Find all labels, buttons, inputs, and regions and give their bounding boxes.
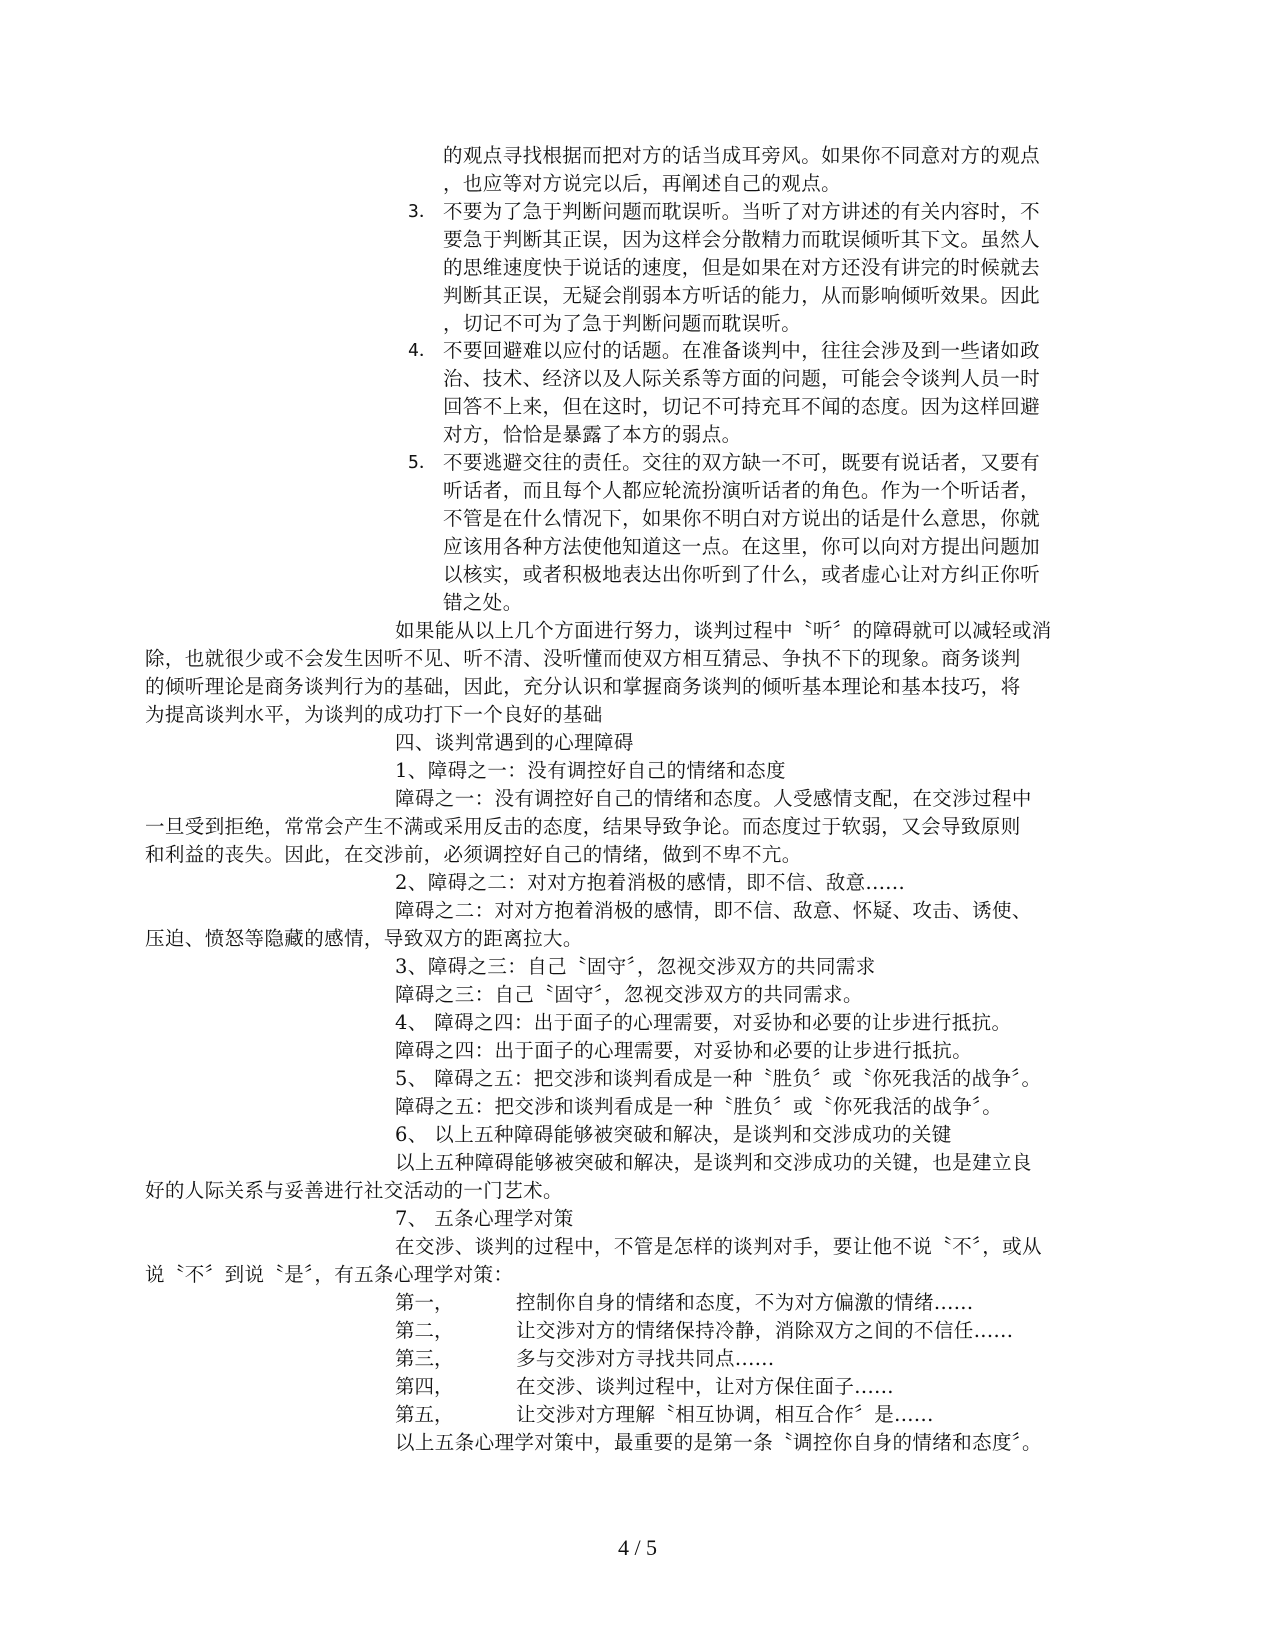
strategy-text: 让交涉对方的情绪保持冷静，消除双方之间的不信任...... <box>516 1319 1014 1342</box>
paragraph-line: 在交涉、谈判的过程中，不管是怎样的谈判对手，要让他不说〝不〞，或从 <box>395 1235 1042 1258</box>
paragraph-line: 好的人际关系与妥善进行社交活动的一门艺术。 <box>145 1179 563 1202</box>
list-item-number: 3． <box>408 201 437 222</box>
strategy-ordinal: 第四， <box>395 1375 454 1398</box>
list-item-line: 不要逃避交往的责任。交往的双方缺一不可，既要有说话者，又要有 <box>443 451 1041 474</box>
paragraph-line: 除，也就很少或不会发生因听不见、听不清、没听懂而使双方相互猜忌、争执不下的现象。商务谈判 <box>145 647 1021 670</box>
subheading: 3、障碍之三：自己〝固守〞，忽视交涉双方的共同需求 <box>395 955 876 978</box>
list-item-line: 的思维速度快于说话的速度，但是如果在对方还没有讲完的时候就去 <box>443 256 1041 279</box>
paragraph-line: 压迫、愤怒等隐藏的感情，导致双方的距离拉大。 <box>145 927 583 950</box>
list-item-line: 要急于判断其正误，因为这样会分散精力而耽误倾听其下文。虽然人 <box>443 228 1041 251</box>
subheading: 1、障碍之一：没有调控好自己的情绪和态度 <box>395 759 786 782</box>
strategy-ordinal: 第一， <box>395 1291 454 1314</box>
list-item-line: 对方，恰恰是暴露了本方的弱点。 <box>443 423 742 446</box>
list-item-number: 4． <box>408 340 437 361</box>
list-item-line: 的观点寻找根据而把对方的话当成耳旁风。如果你不同意对方的观点 <box>443 144 1041 167</box>
paragraph-line: 障碍之四：出于面子的心理需要，对妥协和必要的让步进行抵抗。 <box>395 1039 973 1062</box>
list-item-line: 错之处。 <box>443 591 523 614</box>
subheading: 5、 障碍之五：把交涉和谈判看成是一种〝胜负〞或〝你死我活的战争〞。 <box>395 1067 1042 1090</box>
paragraph-line: 以上五种障碍能够被突破和解决，是谈判和交涉成功的关键，也是建立良 <box>395 1151 1032 1174</box>
paragraph-line: 和利益的丧失。因此，在交涉前，必须调控好自己的情绪，做到不卑不亢。 <box>145 843 802 866</box>
strategy-ordinal: 第三， <box>395 1347 454 1370</box>
list-item-number: 5． <box>408 452 437 473</box>
paragraph-line: 障碍之一：没有调控好自己的情绪和态度。人受感情支配，在交涉过程中 <box>395 787 1032 810</box>
closing-paragraph: 以上五条心理学对策中，最重要的是第一条〝调控你自身的情绪和态度〞。 <box>395 1431 1042 1454</box>
list-item-line: 回答不上来，但在这时，切记不可持充耳不闻的态度。因为这样回避 <box>443 395 1041 418</box>
subheading: 6、 以上五种障碍能够被突破和解决，是谈判和交涉成功的关键 <box>395 1123 952 1146</box>
list-item-line: ，切记不可为了急于判断问题而耽误听。 <box>443 312 802 335</box>
paragraph-line: 障碍之二：对对方抱着消极的感情，即不信、敌意、怀疑、攻击、诱使、 <box>395 899 1032 922</box>
list-item-line: 不要回避难以应付的话题。在准备谈判中，往往会涉及到一些诸如政 <box>443 339 1041 362</box>
subheading: 2、障碍之二：对对方抱着消极的感情，即不信、敌意...... <box>395 871 906 894</box>
subheading: 4、 障碍之四：出于面子的心理需要，对妥协和必要的让步进行抵抗。 <box>395 1011 1012 1034</box>
section-heading: 四、谈判常遇到的心理障碍 <box>395 731 634 754</box>
list-item-line: 不要为了急于判断问题而耽误听。当听了对方讲述的有关内容时，不 <box>443 200 1041 223</box>
list-item-line: 听话者，而且每个人都应轮流扮演听话者的角色。作为一个听话者， <box>443 479 1041 502</box>
strategy-ordinal: 第二， <box>395 1319 454 1342</box>
list-item-line: 治、技术、经济以及人际关系等方面的问题，可能会令谈判人员一时 <box>443 367 1041 390</box>
page-number: 4 / 5 <box>617 1535 658 1560</box>
subheading: 7、 五条心理学对策 <box>395 1207 574 1230</box>
paragraph-line: 如果能从以上几个方面进行努力，谈判过程中〝听〞的障碍就可以减轻或消 <box>395 619 1052 642</box>
strategy-text: 在交涉、谈判过程中，让对方保住面子...... <box>516 1375 894 1398</box>
strategy-text: 多与交涉对方寻找共同点...... <box>516 1347 775 1370</box>
paragraph-line: 障碍之五：把交涉和谈判看成是一种〝胜负〞或〝你死我活的战争〞。 <box>395 1095 1003 1118</box>
list-item-line: ，也应等对方说完以后，再阐述自己的观点。 <box>443 172 842 195</box>
list-item-line: 应该用各种方法使他知道这一点。在这里，你可以向对方提出问题加 <box>443 535 1041 558</box>
list-item-line: 判断其正误，无疑会削弱本方听话的能力，从而影响倾听效果。因此 <box>443 284 1041 307</box>
paragraph-line: 障碍之三：自己〝固守〞，忽视交涉双方的共同需求。 <box>395 983 863 1006</box>
paragraph-line: 的倾听理论是商务谈判行为的基础，因此，充分认识和掌握商务谈判的倾听基本理论和基本技巧，将 <box>145 675 1021 698</box>
strategy-text: 让交涉对方理解〝相互协调，相互合作〞是...... <box>516 1403 934 1426</box>
paragraph-line: 说〝不〞到说〝是〞，有五条心理学对策： <box>145 1263 514 1286</box>
paragraph-line: 一旦受到拒绝，常常会产生不满或采用反击的态度，结果导致争论。而态度过于软弱，又会导致原则 <box>145 815 1021 838</box>
list-item-line: 以核实，或者积极地表达出你听到了什么，或者虚心让对方纠正你听 <box>443 563 1041 586</box>
strategy-ordinal: 第五， <box>395 1403 454 1426</box>
strategy-text: 控制你自身的情绪和态度，不为对方偏激的情绪...... <box>516 1291 974 1314</box>
list-item-line: 不管是在什么情况下，如果你不明白对方说出的话是什么意思，你就 <box>443 507 1041 530</box>
paragraph-line: 为提高谈判水平，为谈判的成功打下一个良好的基础 <box>145 703 603 726</box>
